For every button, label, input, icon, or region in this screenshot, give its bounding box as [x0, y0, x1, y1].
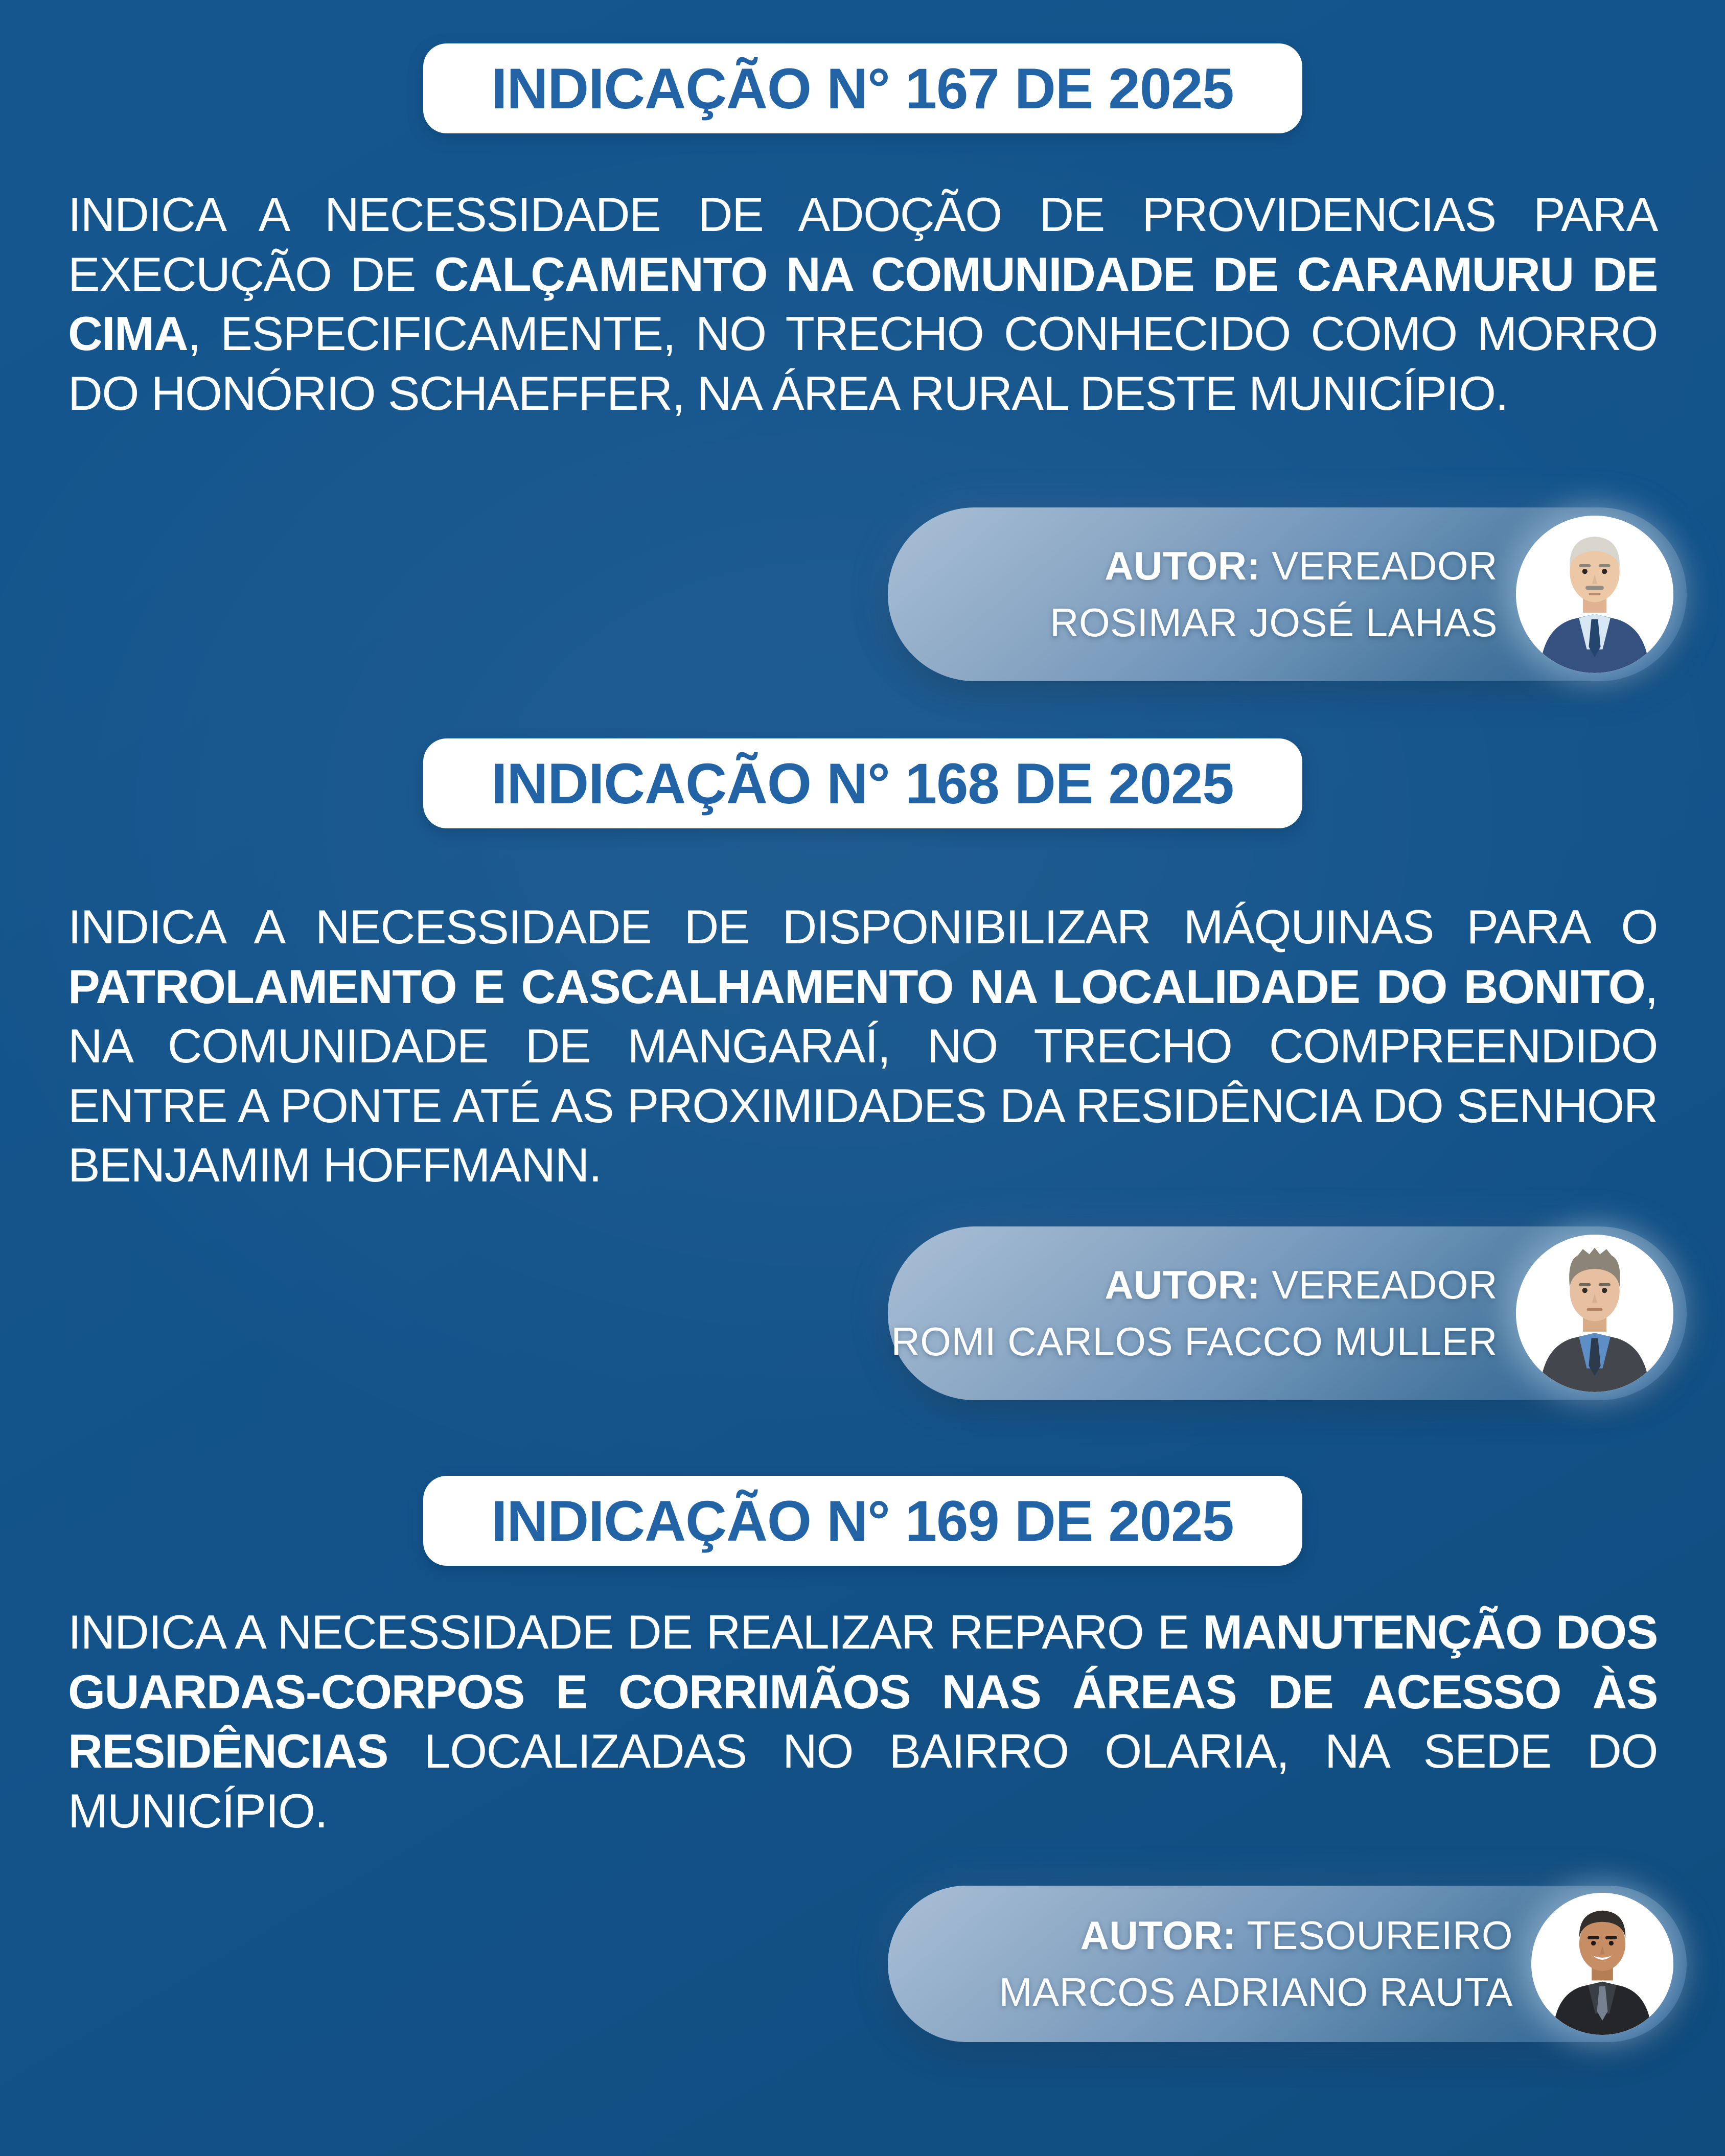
indication-168-body: INDICA A NECESSIDADE DE DISPONIBILIZAR MÁQUINAS PARA O PATROLAMENTO E CASCALHAMENTO NA LOCALIDADE DO BONITO, NA COMUNIDADE DE MANGARAÍ, NO TRECHO COMPREENDIDO ENTRE A PONTE ATÉ AS PROXIMIDADES DA RESIDÊNCIA DO SENHOR BENJAMIM HOFFMANN. — [68, 900, 1658, 1192]
author-card-168 — [888, 1226, 1687, 1400]
author-card-169 — [888, 1886, 1687, 2042]
indication-168-title-badge — [423, 738, 1302, 828]
indication-169-body: INDICA A NECESSIDADE DE REALIZAR REPARO E MANUTENÇÃO DOS GUARDAS-CORPOS E CORRIMÃOS NAS ÁREAS DE ACESSO ÀS RESIDÊNCIAS LOCALIZADAS NO BAIRRO OLARIA, NA SEDE DO MUNICÍPIO. — [68, 1605, 1658, 1838]
author-name: ROMI CARLOS FACCO MULLER — [891, 1319, 1498, 1364]
author-role-line — [1050, 538, 1498, 594]
author-text-block — [1050, 538, 1498, 651]
author-role-line — [891, 1257, 1498, 1313]
indication-169-title-badge — [423, 1476, 1302, 1566]
author-role: VEREADOR — [1272, 1262, 1498, 1308]
author-photo-rosimar-jose-lahas — [1516, 516, 1673, 673]
author-role: TESOUREIRO — [1247, 1913, 1513, 1958]
indication-167-title-badge — [423, 43, 1302, 133]
author-label: AUTOR: — [1080, 1913, 1236, 1958]
author-name: ROSIMAR JOSÉ LAHAS — [1050, 600, 1498, 645]
author-label: AUTOR: — [1105, 1262, 1261, 1308]
author-text-block — [999, 1907, 1513, 2021]
author-text-block — [891, 1257, 1498, 1370]
author-role-line — [999, 1907, 1513, 1964]
indication-169-title: INDICAÇÃO N° 169 DE 2025 — [491, 1489, 1234, 1553]
indication-168-title: INDICAÇÃO N° 168 DE 2025 — [491, 751, 1234, 816]
author-name: MARCOS ADRIANO RAUTA — [999, 1969, 1513, 2014]
indication-167-body: INDICA A NECESSIDADE DE ADOÇÃO DE PROVIDENCIAS PARA EXECUÇÃO DE CALÇAMENTO NA COMUNIDADE DE CARAMURU DE CIMA, ESPECIFICAMENTE, NO TRECHO CONHECIDO COMO MORRO DO HONÓRIO SCHAEFFER, NA ÁREA RURAL DESTE MUNICÍPIO. — [68, 188, 1658, 420]
author-role: VEREADOR — [1272, 543, 1498, 589]
person-portrait-icon — [1531, 1893, 1673, 2035]
author-photo-marcos-adriano-rauta — [1531, 1893, 1673, 2035]
person-portrait-icon — [1516, 1235, 1673, 1392]
author-label: AUTOR: — [1105, 543, 1261, 589]
person-portrait-icon — [1516, 516, 1673, 673]
indication-167-title: INDICAÇÃO N° 167 DE 2025 — [491, 56, 1234, 121]
author-card-167 — [888, 507, 1687, 681]
author-photo-romi-carlos-facco-muller — [1516, 1235, 1673, 1392]
